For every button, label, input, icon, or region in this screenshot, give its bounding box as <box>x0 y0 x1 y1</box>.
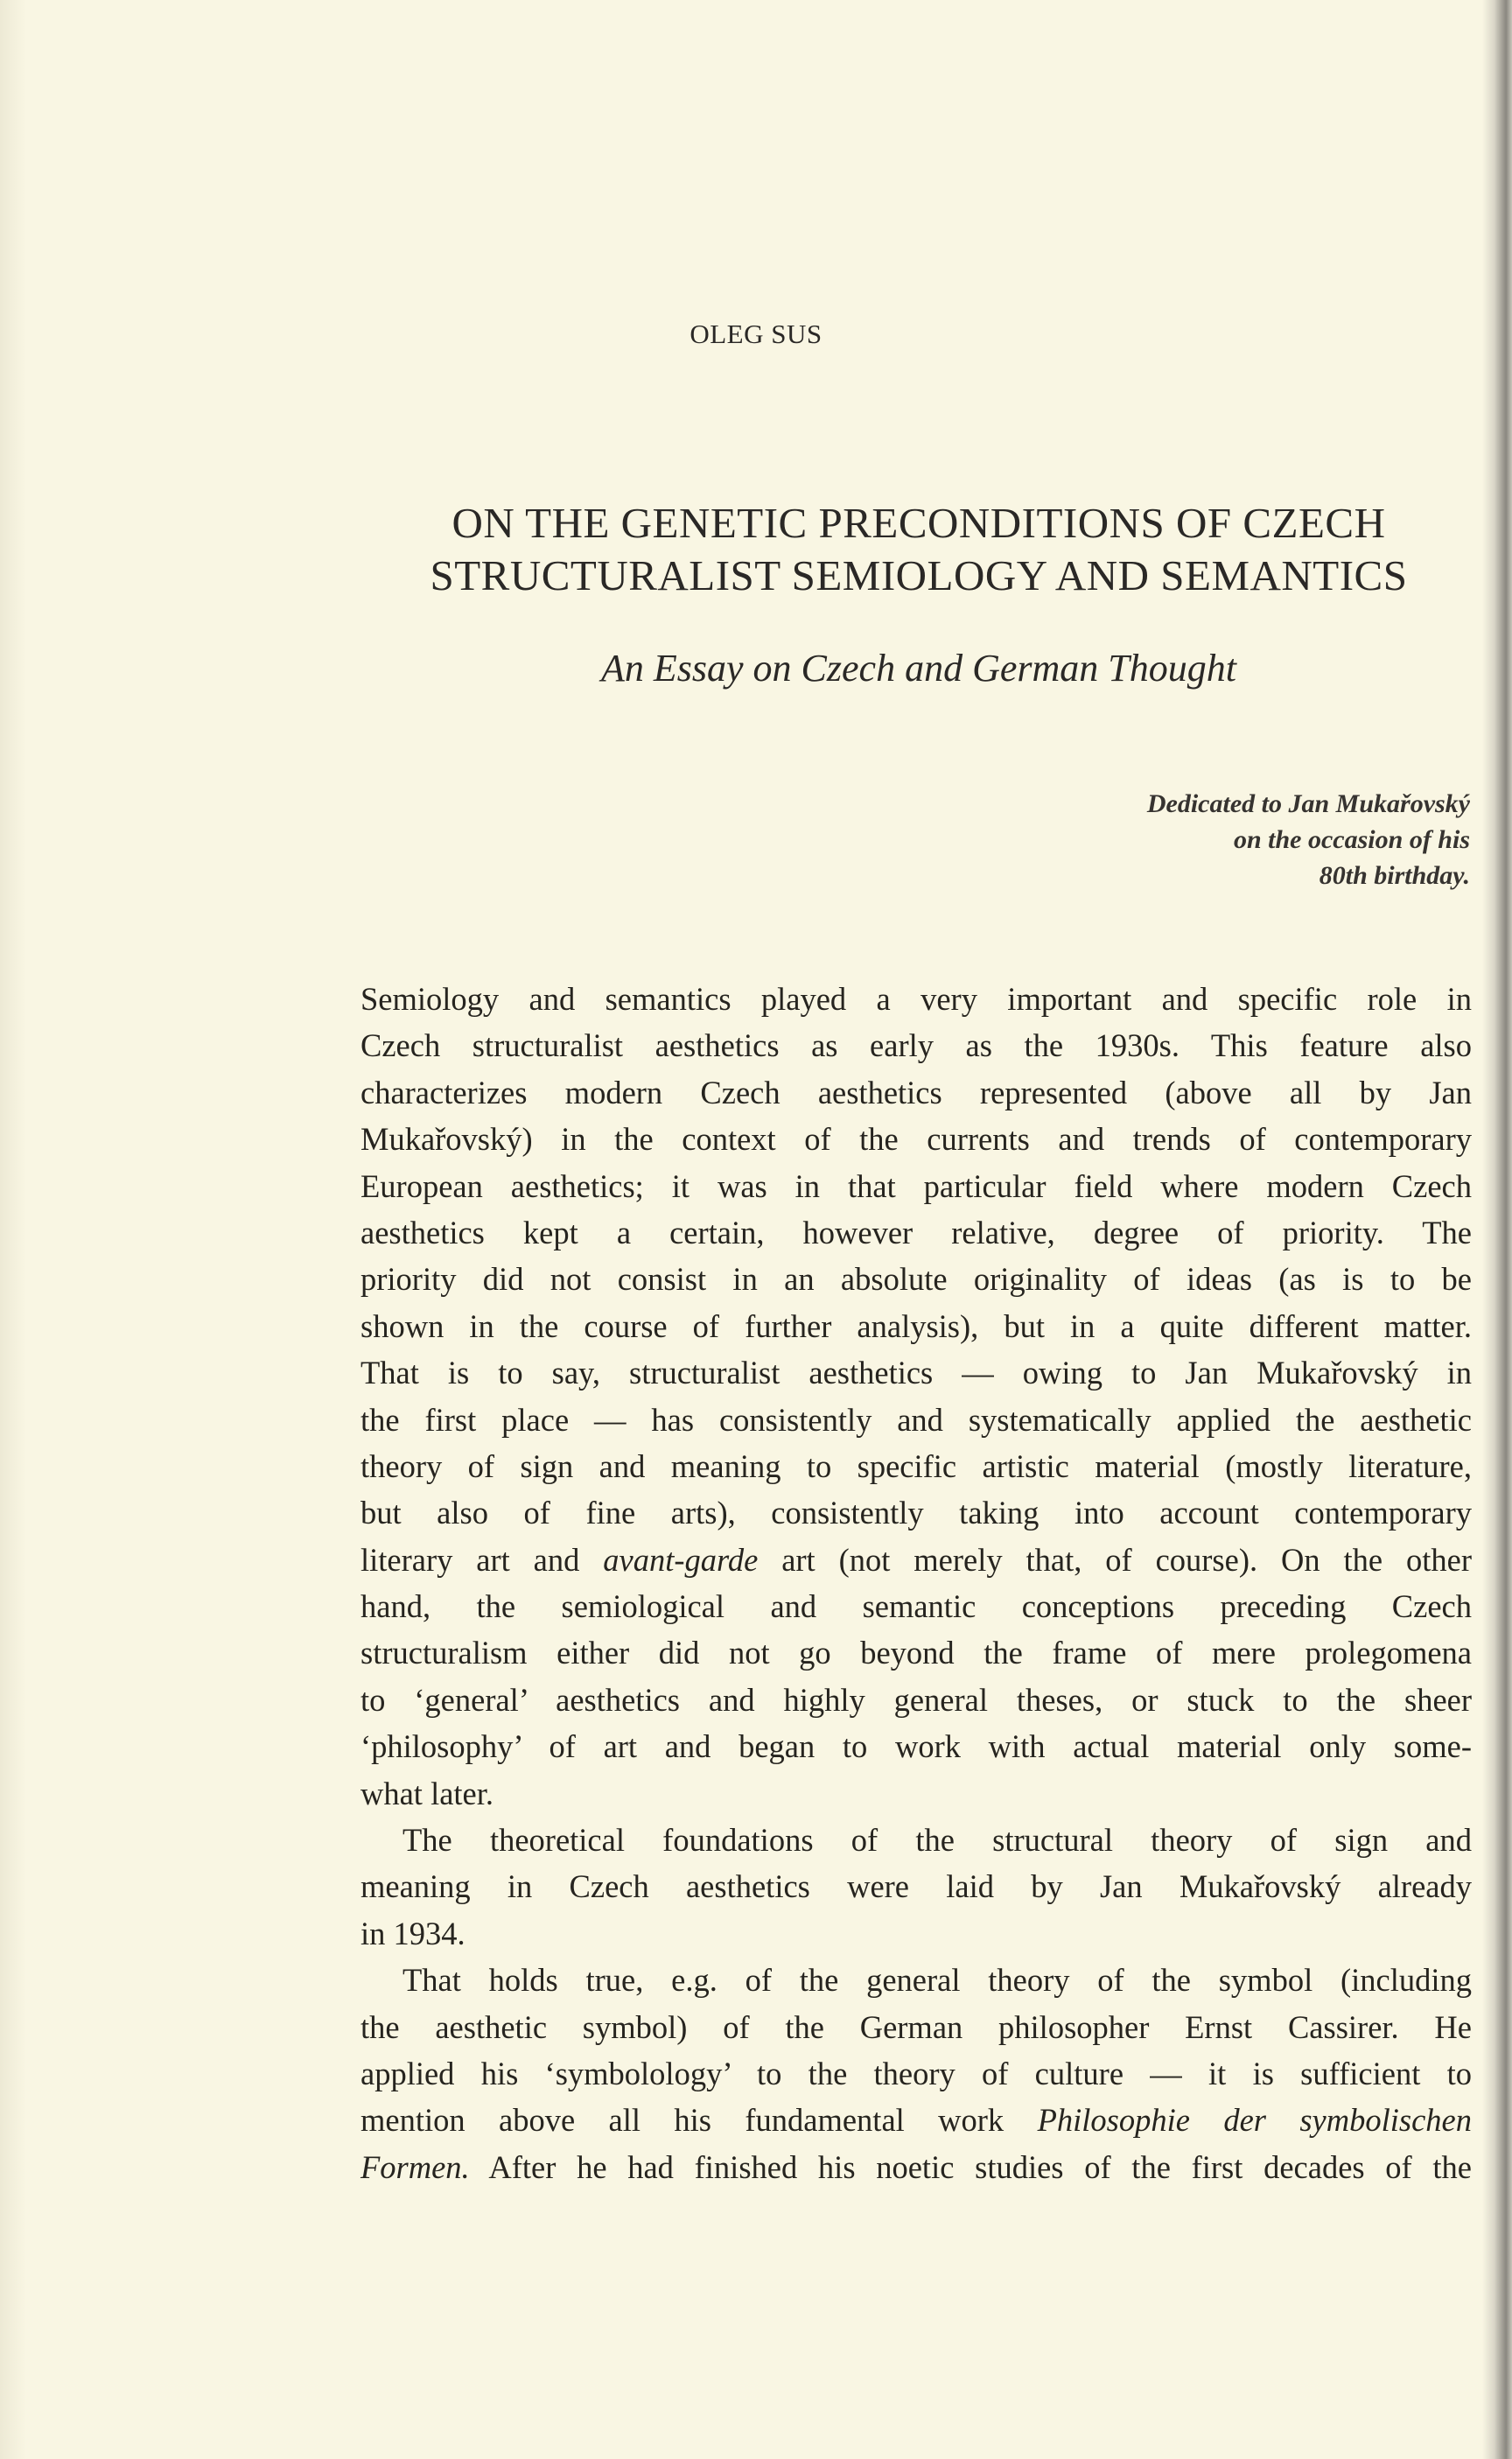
title-line-1: ON THE GENETIC PRECONDITIONS OF CZECH <box>452 499 1386 547</box>
text-line: hand, the semiological and semantic conceptions preceding Czech <box>360 1588 1472 1625</box>
paragraph-3 <box>360 1957 1472 2190</box>
text-line: shown in the course of further analysis), but in a quite different matter. <box>360 1307 1472 1344</box>
text-line: theory of sign and meaning to specific artistic material (mostly literature, <box>360 1447 1472 1484</box>
article-subtitle: An Essay on Czech and German Thought <box>601 647 1236 690</box>
body-text <box>360 976 1472 2190</box>
text-line: meaning in Czech aesthetics were laid by Jan Mukařovský already <box>360 1868 1472 1905</box>
text-line: European aesthetics; it was in that particular field where modern Czech <box>360 1167 1472 1204</box>
text-line: what later. <box>360 1775 494 1811</box>
text-line: the aesthetic symbol) of the German philosopher Ernst Cassirer. He <box>360 2008 1472 2045</box>
text-line <box>360 1537 1472 1583</box>
title-line-2: STRUCTURALIST SEMIOLOGY AND SEMANTICS <box>430 551 1408 599</box>
italic-book-title: Philosophie der symbolischen <box>1037 2102 1472 2139</box>
text-line: Czech structuralist aesthetics as early as the 1930s. This feature also <box>360 1027 1472 1064</box>
text-run: After he had finished his noetic studies of the first decades of the <box>469 2148 1472 2185</box>
paragraph-2 <box>360 1817 1472 1957</box>
dedication-line-3: 80th birthday. <box>1319 861 1470 890</box>
text-line: Semiology and semantics played a very important and specific role in <box>360 981 1472 1017</box>
dedication-line-2: on the occasion of his <box>1233 825 1470 854</box>
text-line: That is to say, structuralist aesthetics — owing to Jan Mukařovský in <box>360 1355 1472 1391</box>
text-line: Mukařovský) in the context of the currents and trends of contemporary <box>360 1121 1472 1158</box>
text-line: to ‘general’ aesthetics and highly general theses, or stuck to the sheer <box>360 1681 1472 1718</box>
author-name: OLEG SUS <box>690 319 822 349</box>
text-line: That holds true, e.g. of the general theory of the symbol (including <box>402 1962 1472 1999</box>
text-line <box>360 2144 1472 2190</box>
article-title <box>332 497 1505 602</box>
text-line: The theoretical foundations of the structural theory of sign and <box>402 1822 1472 1859</box>
dedication <box>945 786 1470 893</box>
text-line: characterizes modern Czech aesthetics represented (above all by Jan <box>360 1074 1472 1110</box>
text-line: priority did not consist in an absolute originality of ideas (as is to be <box>360 1261 1472 1298</box>
text-line: but also of fine arts), consistently taking into account contemporary <box>360 1495 1472 1531</box>
text-line: the first place — has consistently and systematically applied the aesthetic <box>360 1401 1472 1438</box>
text-line <box>360 2097 1472 2143</box>
text-line: applied his ‘symbolology’ to the theory of culture — it is sufficient to <box>360 2055 1472 2091</box>
dedication-line-1: Dedicated to Jan Mukařovský <box>1146 789 1470 818</box>
text-line: in 1934. <box>360 1915 466 1951</box>
paragraph-1 <box>360 976 1472 1817</box>
italic-term: avant-garde <box>603 1541 759 1578</box>
text-line: aesthetics kept a certain, however relative, degree of priority. The <box>360 1214 1472 1251</box>
text-run: literary art and <box>360 1541 604 1578</box>
text-line: structuralism either did not go beyond the frame of mere prolegomena <box>360 1635 1472 1671</box>
italic-book-title: Formen. <box>360 2148 470 2185</box>
text-line: ‘philosophy’ of art and began to work with actual material only some- <box>360 1728 1472 1765</box>
text-run: mention above all his fundamental work <box>360 2102 1038 2139</box>
page-edge-shadow <box>1482 0 1512 2459</box>
text-run: art (not merely that, of course). On the other <box>758 1541 1472 1578</box>
